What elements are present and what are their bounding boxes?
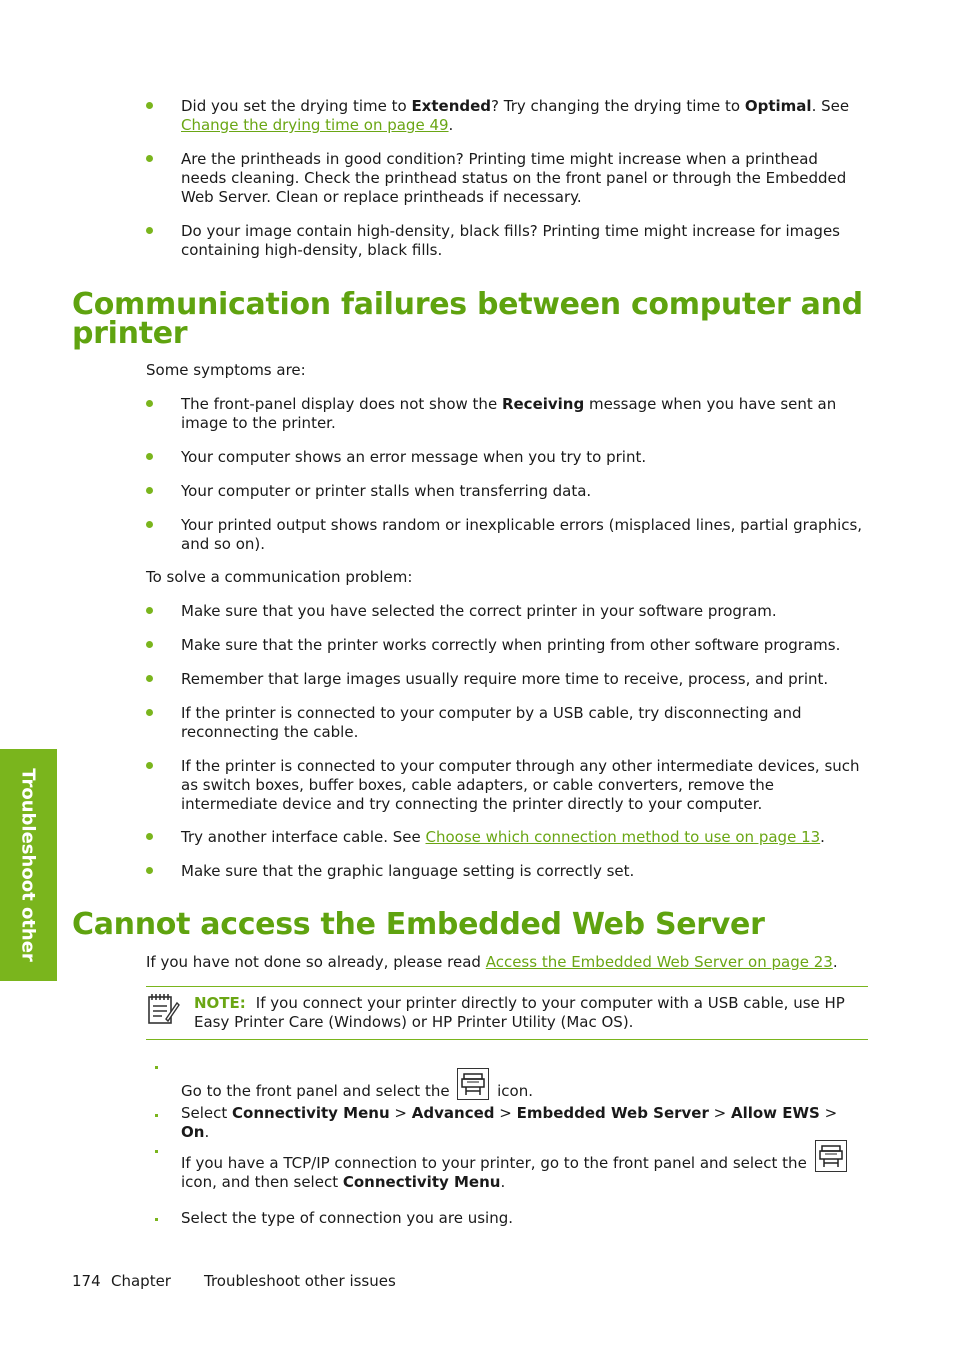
text-run: Select the type of connection you are using. [181, 1209, 513, 1227]
page-number: 174 [72, 1272, 101, 1290]
bullet-item [146, 150, 868, 207]
bullet-dot-icon [146, 867, 153, 874]
text-run: icon. [492, 1082, 533, 1100]
bold-text: Receiving [501, 395, 585, 413]
bullet-dot-icon [146, 102, 153, 109]
bullet-text [181, 757, 860, 813]
bullet-item [146, 636, 868, 655]
bold-text: Connectivity Menu [342, 1173, 501, 1191]
text-run: Make sure that you have selected the correct printer in your software program. [181, 602, 777, 620]
text-run: Do your image contain high-density, black fills? Printing time might increase for images containing high-density, black fills. [181, 222, 840, 259]
note-pad-icon [146, 991, 180, 1025]
footer-chapter: Chapter [111, 1272, 171, 1290]
bullet-item [146, 704, 868, 742]
bold-text: Embedded Web Server [516, 1104, 709, 1122]
text-run: Your computer or printer stalls when transferring data. [181, 482, 592, 500]
section-heading-ews: Cannot access the Embedded Web Server [72, 907, 765, 942]
text-run: > [494, 1104, 517, 1122]
symptoms-intro: Some symptoms are: [146, 361, 306, 379]
text-run: If the printer is connected to your computer through any other intermediate devices, such as switch boxes, buffer boxes, cable adapters, or cable converters, remove the intermediate device and try connecting the printer directly to your computer. [181, 757, 860, 813]
bullet-text [181, 636, 840, 654]
text-run: ? Try changing the drying time to [491, 97, 745, 115]
text-run: Are the printheads in good condition? Printing time might increase when a printhead needs cleaning. Check the printhead status on the front panel or through the Embedded Web Server. Clean or replace printheads if necessary. [181, 150, 847, 206]
footer-title: Troubleshoot other issues [204, 1272, 396, 1290]
text-run: If you have not done so already, please read [146, 953, 486, 971]
printer-menu-icon [815, 1140, 847, 1172]
text-run: If the printer is connected to your computer by a USB cable, try disconnecting and reconnecting the cable. [181, 704, 802, 741]
note-body: If you connect your printer directly to your computer with a USB cable, use HP Easy Printer Care (Windows) or HP Printer Utility (Mac OS). [194, 994, 845, 1031]
text-run: Your computer shows an error message when you try to print. [181, 448, 647, 466]
side-tab [0, 749, 57, 981]
text-run: Remember that large images usually require more time to receive, process, and print. [181, 670, 829, 688]
step-marker-icon [155, 1066, 158, 1069]
cross-reference-link[interactable]: Access the Embedded Web Server on page 23 [485, 953, 833, 971]
bullet-dot-icon [146, 400, 153, 407]
bullet-dot-icon [146, 833, 153, 840]
bullet-dot-icon [146, 155, 153, 162]
text-run: . [500, 1173, 506, 1191]
bold-text: Extended [411, 97, 492, 115]
text-run: > [389, 1104, 412, 1122]
bullet-item [146, 670, 868, 689]
bullet-text [181, 222, 840, 259]
heading-line-2: printer [72, 316, 188, 351]
bullet-dot-icon [146, 227, 153, 234]
bullet-text [181, 448, 646, 466]
bullet-dot-icon [146, 521, 153, 528]
text-run: Make sure that the graphic language setting is correctly set. [181, 862, 635, 880]
step-text [181, 1140, 868, 1192]
note-label: NOTE: [194, 994, 246, 1012]
text-run: message when you have sent an image to the printer. [181, 395, 837, 432]
bullet-item [146, 516, 868, 554]
text-run: Your printed output shows random or inexplicable errors (misplaced lines, partial graphics, and so on). [181, 516, 863, 553]
step-text [181, 1068, 868, 1101]
bullet-text [181, 97, 849, 134]
bold-text: Connectivity Menu [232, 1104, 390, 1122]
ews-intro [146, 953, 868, 972]
cross-reference-link[interactable]: Choose which connection method to use on page 13 [425, 828, 821, 846]
note-text [194, 994, 868, 1032]
text-run: . [820, 828, 825, 846]
bullet-item [146, 448, 868, 467]
bullet-item [146, 395, 868, 433]
bullet-item [146, 862, 868, 881]
text-run: > [819, 1104, 838, 1122]
heading-line-1: Communication failures between computer and [72, 287, 863, 322]
text-run: If you have a TCP/IP connection to your printer, go to the front panel and select the [181, 1154, 812, 1172]
bullet-dot-icon [146, 453, 153, 460]
bullet-item [146, 757, 868, 814]
step-marker-icon [155, 1150, 158, 1153]
text-run: Try another interface cable. See [181, 828, 426, 846]
text-run: Select [181, 1104, 233, 1122]
bullet-item [146, 602, 868, 621]
text-run: . [204, 1123, 210, 1141]
bullet-dot-icon [146, 607, 153, 614]
bullet-text [181, 395, 836, 432]
step-marker-icon [155, 1114, 158, 1117]
note-box [146, 986, 868, 1040]
bullet-item [146, 482, 868, 501]
bullet-item [146, 97, 868, 135]
text-run: Make sure that the printer works correctly when printing from other software programs. [181, 636, 841, 654]
bullet-item [146, 828, 868, 847]
text-run: > [708, 1104, 731, 1122]
bullet-dot-icon [146, 762, 153, 769]
text-run: . See [811, 97, 850, 115]
step-text [181, 1209, 868, 1228]
bold-text: On [181, 1123, 205, 1141]
side-tab-label: Troubleshoot other [17, 768, 39, 962]
step-text [181, 1104, 868, 1142]
bullet-text [181, 670, 828, 688]
bullet-text [181, 828, 825, 846]
bullet-dot-icon [146, 641, 153, 648]
bullet-dot-icon [146, 675, 153, 682]
bold-text: Advanced [411, 1104, 495, 1122]
bullet-dot-icon [146, 709, 153, 716]
cross-reference-link[interactable]: Change the drying time on page 49 [181, 116, 449, 134]
bullet-text [181, 516, 862, 553]
printer-menu-icon [457, 1068, 489, 1100]
bullet-text [181, 704, 802, 741]
section-heading-communication [72, 287, 872, 351]
text-run: The front-panel display does not show the [181, 395, 502, 413]
bold-text: Optimal [744, 97, 812, 115]
step-marker-icon [155, 1218, 158, 1221]
bullet-text [181, 482, 591, 500]
text-run: Go to the front panel and select the [181, 1082, 455, 1100]
bold-text: Allow EWS [730, 1104, 820, 1122]
text-run: . [448, 116, 454, 134]
solve-intro: To solve a communication problem: [146, 568, 413, 586]
bullet-item [146, 222, 868, 260]
text-run: icon, and then select [181, 1173, 343, 1191]
bullet-text [181, 150, 846, 206]
bullet-text [181, 602, 777, 620]
text-run: . [832, 953, 838, 971]
text-run: Did you set the drying time to [181, 97, 412, 115]
bullet-text [181, 862, 634, 880]
bullet-dot-icon [146, 487, 153, 494]
